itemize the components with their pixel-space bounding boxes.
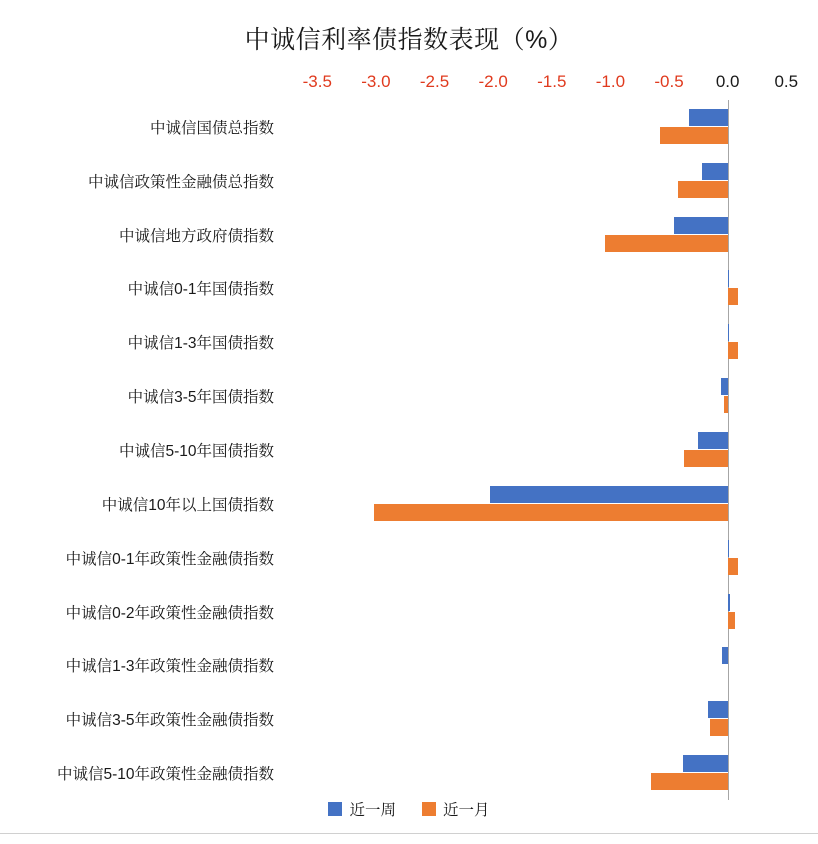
bar-month bbox=[728, 342, 739, 359]
bar-month bbox=[710, 719, 728, 736]
plot-area bbox=[56, 100, 798, 800]
bar-month bbox=[684, 450, 727, 467]
legend-swatch bbox=[328, 802, 342, 816]
legend-swatch bbox=[422, 802, 436, 816]
x-axis-tick: -1.0 bbox=[595, 72, 626, 91]
bar-month bbox=[374, 504, 728, 521]
x-axis-tick: -1.5 bbox=[537, 72, 567, 91]
category-label: 中诚信5-10年政策性金融债指数 bbox=[56, 766, 274, 784]
category-label: 中诚信5-10年国债指数 bbox=[118, 442, 274, 460]
x-axis-tick: 0.5 bbox=[774, 72, 799, 91]
chart-category-row bbox=[127, 315, 798, 369]
chart-category-row bbox=[65, 585, 798, 639]
chart-category-row bbox=[65, 638, 798, 692]
chart-category-row bbox=[127, 369, 798, 423]
bar-week bbox=[490, 486, 728, 503]
category-label: 中诚信1-3年政策性金融债指数 bbox=[65, 658, 274, 676]
legend-item bbox=[422, 798, 490, 820]
bar-month bbox=[724, 396, 728, 413]
chart-title: 中诚信利率债指数表现（%） bbox=[244, 26, 574, 54]
category-label: 中诚信国债总指数 bbox=[149, 119, 274, 137]
chart-category-row bbox=[118, 208, 798, 262]
bar-week bbox=[728, 540, 729, 557]
bar-week bbox=[728, 270, 729, 287]
x-axis-tick: -0.5 bbox=[654, 72, 684, 91]
x-axis-tick: -2.0 bbox=[478, 72, 508, 91]
category-label: 中诚信地方政府债指数 bbox=[118, 227, 274, 245]
legend-label: 近一月 bbox=[443, 802, 490, 819]
legend-item bbox=[328, 798, 396, 820]
bar-week bbox=[698, 432, 727, 449]
bar-month bbox=[728, 558, 739, 575]
bar-week bbox=[728, 594, 730, 611]
category-label: 中诚信1-3年国债指数 bbox=[127, 335, 274, 353]
x-axis-tick: -2.5 bbox=[419, 72, 450, 91]
bar-month bbox=[660, 127, 728, 144]
bar-week bbox=[683, 755, 728, 772]
legend-label: 近一周 bbox=[349, 802, 396, 819]
bar-week bbox=[728, 324, 729, 341]
chart-category-row bbox=[65, 692, 798, 746]
x-axis-tick: -3.0 bbox=[361, 72, 391, 91]
bar-week bbox=[722, 647, 728, 664]
chart-legend bbox=[0, 798, 818, 820]
x-axis-tick-labels bbox=[288, 72, 798, 96]
category-label: 中诚信0-2年政策性金融债指数 bbox=[65, 604, 274, 622]
bar-month bbox=[728, 288, 739, 305]
x-axis-tick: 0.0 bbox=[715, 72, 740, 91]
chart-category-row bbox=[65, 531, 798, 585]
chart-category-row bbox=[127, 262, 798, 316]
chart-category-row bbox=[118, 423, 798, 477]
category-label: 中诚信3-5年国债指数 bbox=[127, 389, 274, 407]
bottom-divider bbox=[0, 833, 818, 834]
category-label: 中诚信10年以上国债指数 bbox=[101, 496, 274, 514]
chart-category-row bbox=[101, 477, 798, 531]
bar-week bbox=[674, 217, 728, 234]
bar-week bbox=[721, 378, 728, 395]
bar-week bbox=[702, 163, 728, 180]
category-label: 中诚信政策性金融债总指数 bbox=[87, 173, 274, 191]
category-label: 中诚信0-1年政策性金融债指数 bbox=[65, 550, 274, 568]
bar-month bbox=[651, 773, 727, 790]
chart-category-row bbox=[56, 746, 798, 800]
category-label: 中诚信0-1年国债指数 bbox=[127, 281, 274, 299]
bar-month bbox=[728, 612, 735, 629]
bar-month bbox=[605, 235, 728, 252]
bar-week bbox=[689, 109, 728, 126]
chart-category-row bbox=[149, 100, 798, 154]
x-axis-tick: -3.5 bbox=[302, 72, 332, 91]
bar-month bbox=[678, 181, 727, 198]
bar-week bbox=[708, 701, 728, 718]
chart-category-row bbox=[87, 154, 798, 208]
category-label: 中诚信3-5年政策性金融债指数 bbox=[65, 712, 274, 730]
